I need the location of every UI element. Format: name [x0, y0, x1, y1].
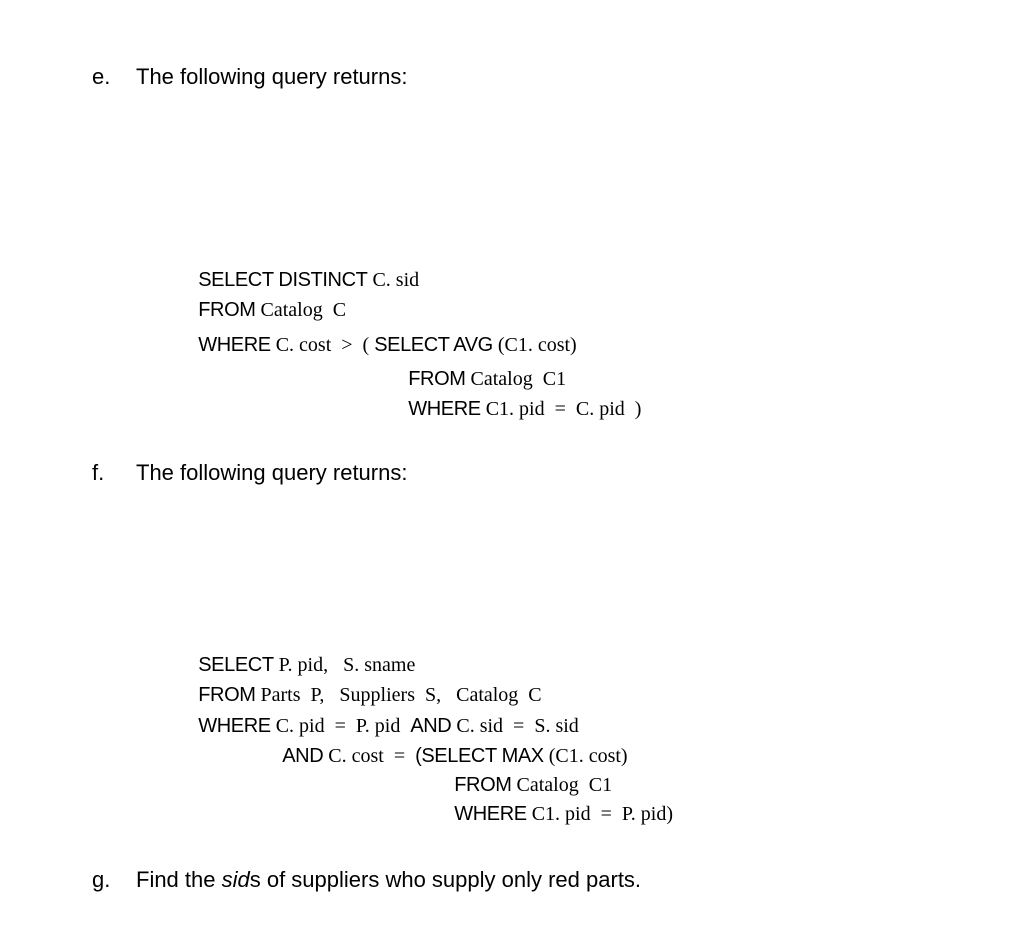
- sql-expression: Catalog C1: [465, 368, 567, 390]
- sql-keyword: SELECT AVG: [374, 334, 493, 356]
- sql-keyword: WHERE: [198, 334, 271, 356]
- sql-expression: Catalog C1: [511, 774, 613, 796]
- question-g-letter: g.: [92, 867, 111, 892]
- sql-keyword: FROM: [198, 299, 256, 321]
- sql-expression: C1. pid = C. pid ): [480, 398, 642, 420]
- sql-expression: Parts P, Suppliers S, Catalog C: [255, 684, 542, 706]
- question-g-text-italic: sid: [221, 867, 250, 892]
- sql-expression: C1. pid = P. pid): [526, 803, 673, 825]
- sql-expression: Catalog C: [255, 299, 347, 321]
- question-e-letter: e.: [92, 64, 111, 89]
- sql-keyword: FROM: [198, 684, 256, 706]
- sql-keyword: AND: [410, 715, 452, 737]
- question-e-text: The following query returns:: [136, 64, 408, 89]
- sql-expression: P. pid, S. sname: [273, 654, 416, 676]
- sql-keyword: SELECT DISTINCT: [198, 269, 368, 291]
- sql-expression: C. pid = P. pid: [270, 715, 411, 737]
- question-g-text: [136, 866, 641, 894]
- question-f-letter: f.: [92, 460, 105, 485]
- sql-keyword: (SELECT MAX: [415, 745, 544, 767]
- query-e-line-5: [386, 370, 641, 448]
- sql-expression: (C1. cost): [543, 745, 628, 767]
- sql-keyword: WHERE: [454, 803, 527, 825]
- sql-keyword: FROM: [408, 368, 466, 390]
- sql-keyword: WHERE: [408, 398, 481, 420]
- question-f-text: The following query returns:: [136, 460, 408, 485]
- sql-expression: C. sid = S. sid: [451, 715, 579, 737]
- sql-keyword: AND: [282, 745, 324, 767]
- query-f-line-6: [432, 775, 673, 853]
- sql-keyword: FROM: [454, 774, 512, 796]
- question-g-text-after: s of suppliers who supply only red parts.: [249, 867, 642, 892]
- sql-expression: C. cost =: [323, 745, 416, 767]
- question-g-text-before: Find the: [136, 867, 222, 892]
- sql-keyword: WHERE: [198, 715, 271, 737]
- sql-expression: C. sid: [367, 269, 420, 291]
- sql-keyword: SELECT: [198, 654, 274, 676]
- sql-expression: (C1. cost): [492, 334, 577, 356]
- sql-expression: C. cost > (: [270, 334, 375, 356]
